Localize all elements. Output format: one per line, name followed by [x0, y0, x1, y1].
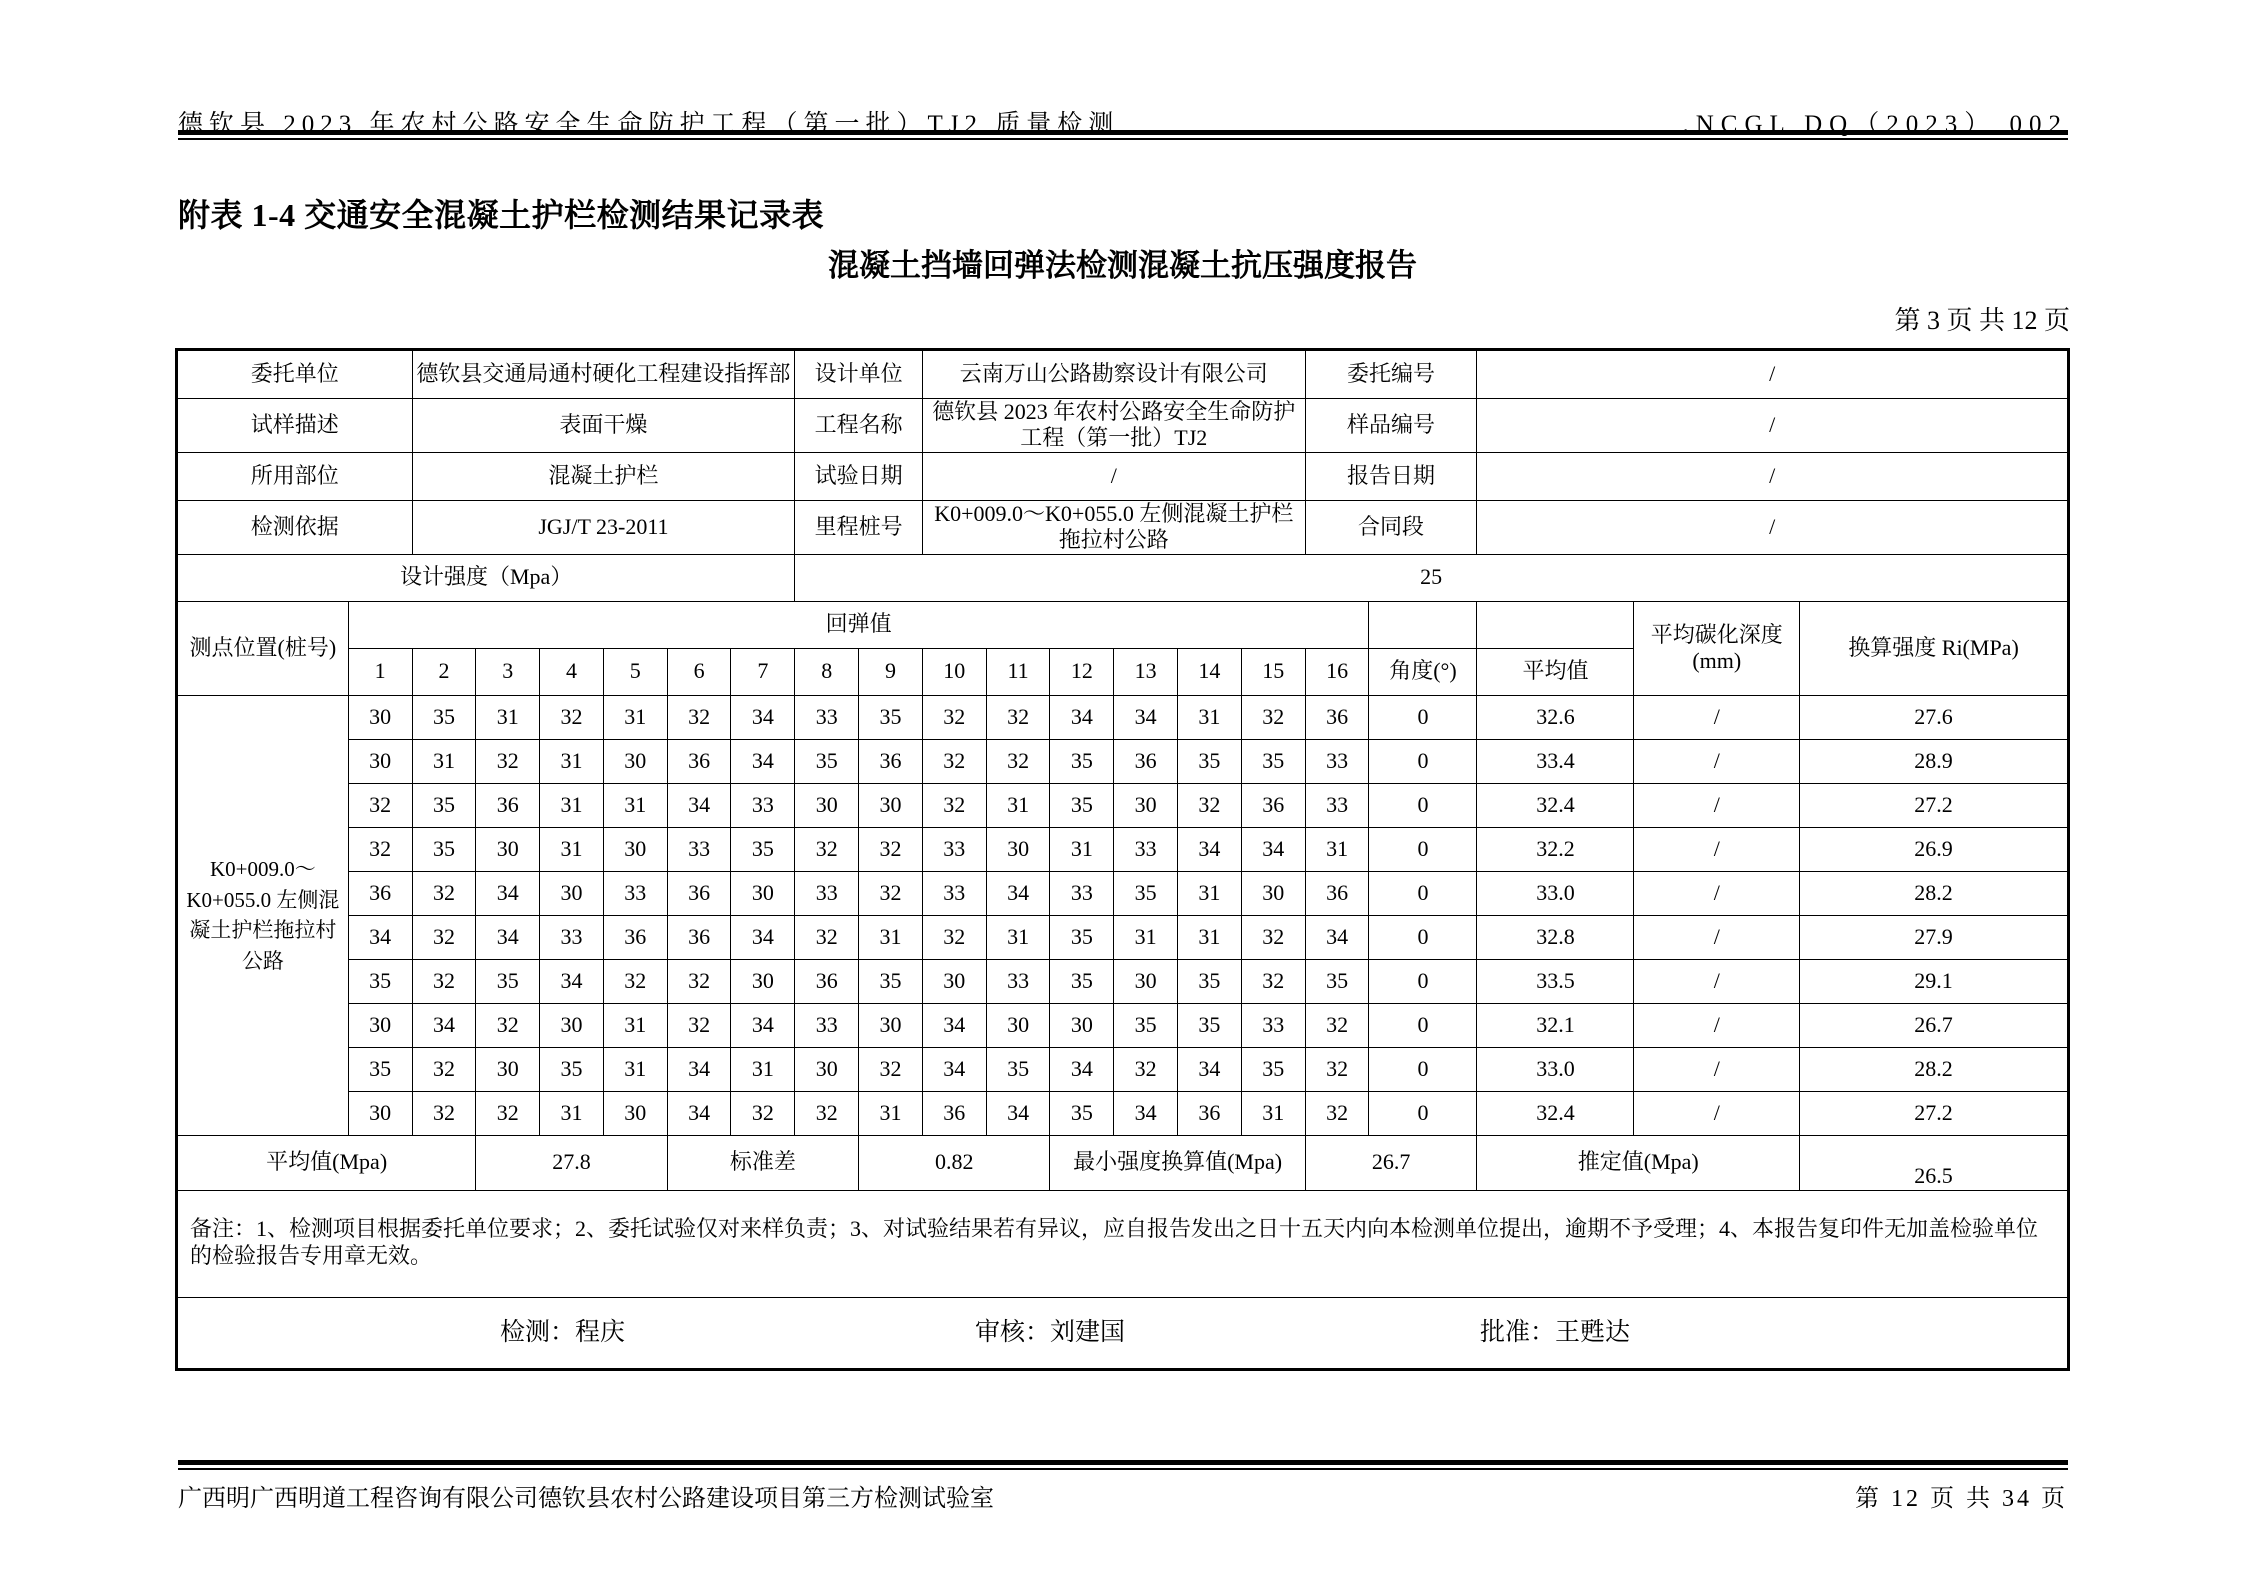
- cell-rebound-8: 33: [795, 695, 859, 739]
- cell-rebound-7: 34: [731, 739, 795, 783]
- value-project-name: 德钦县 2023 年农村公路安全生命防护工程（第一批）TJ2: [922, 399, 1305, 453]
- cell-rebound-3: 32: [476, 739, 540, 783]
- cell-average: 33.0: [1477, 1047, 1634, 1091]
- cell-rebound-2: 32: [412, 871, 476, 915]
- cell-rebound-11: 31: [986, 783, 1050, 827]
- header-rebound-9: 9: [859, 648, 923, 695]
- info-row-3: [177, 452, 2069, 500]
- cell-rebound-1: 30: [348, 739, 412, 783]
- value-min-converted: 26.7: [1305, 1135, 1477, 1190]
- cell-rebound-12: 31: [1050, 827, 1114, 871]
- cell-rebound-15: 33: [1241, 1003, 1305, 1047]
- cell-rebound-11: 34: [986, 1091, 1050, 1135]
- running-footer-left: 广西明广西明道工程咨询有限公司德钦县农村公路建设项目第三方检测试验室: [178, 1486, 994, 1512]
- header-rebound-7: 7: [731, 648, 795, 695]
- cell-rebound-10: 32: [922, 739, 986, 783]
- value-std-dev: 0.82: [859, 1135, 1050, 1190]
- label-min-converted: 最小强度换算值(Mpa): [1050, 1135, 1305, 1190]
- cell-rebound-3: 32: [476, 1003, 540, 1047]
- cell-rebound-11: 34: [986, 871, 1050, 915]
- label-project-name: 工程名称: [795, 399, 923, 453]
- cell-rebound-9: 32: [859, 871, 923, 915]
- table-row: [177, 1003, 2069, 1047]
- running-footer-right: 第 12 页 共 34 页: [1855, 1486, 2068, 1512]
- cell-rebound-7: 34: [731, 1003, 795, 1047]
- cell-rebound-11: 31: [986, 915, 1050, 959]
- label-commission-no: 委托编号: [1305, 350, 1477, 399]
- cell-rebound-13: 36: [1114, 739, 1178, 783]
- cell-rebound-4: 34: [540, 959, 604, 1003]
- signature-row: [177, 1297, 2069, 1369]
- label-design-strength: 设计强度（Mpa）: [177, 554, 795, 601]
- cell-rebound-6: 32: [667, 959, 731, 1003]
- header-rebound-15: 15: [1241, 648, 1305, 695]
- header-rebound-group: 回弹值: [348, 601, 1369, 648]
- cell-rebound-15: 31: [1241, 1091, 1305, 1135]
- cell-rebound-10: 30: [922, 959, 986, 1003]
- cell-rebound-8: 32: [795, 827, 859, 871]
- value-commission-no: /: [1477, 350, 2069, 399]
- cell-rebound-14: 35: [1178, 959, 1242, 1003]
- cell-rebound-15: 36: [1241, 783, 1305, 827]
- cell-rebound-6: 36: [667, 739, 731, 783]
- table-row: [177, 959, 2069, 1003]
- cell-rebound-5: 30: [603, 827, 667, 871]
- cell-carbonation: /: [1634, 827, 1800, 871]
- header-rebound-5: 5: [603, 648, 667, 695]
- header-rebound-1: 1: [348, 648, 412, 695]
- table-row: [177, 871, 2069, 915]
- cell-rebound-2: 35: [412, 827, 476, 871]
- cell-rebound-16: 33: [1305, 739, 1369, 783]
- value-test-date: /: [922, 452, 1305, 500]
- cell-converted: 26.7: [1800, 1003, 2069, 1047]
- cell-rebound-5: 31: [603, 1003, 667, 1047]
- table-row: [177, 1091, 2069, 1135]
- cell-average: 32.1: [1477, 1003, 1634, 1047]
- header-rebound-6: 6: [667, 648, 731, 695]
- page-subtitle: 混凝土挡墙回弹法检测混凝土抗压强度报告: [828, 248, 1417, 283]
- value-sample-desc: 表面干燥: [412, 399, 795, 453]
- cell-carbonation: /: [1634, 1047, 1800, 1091]
- cell-rebound-8: 30: [795, 1047, 859, 1091]
- header-rebound-13: 13: [1114, 648, 1178, 695]
- cell-rebound-4: 30: [540, 1003, 604, 1047]
- cell-angle: 0: [1369, 1047, 1477, 1091]
- cell-rebound-15: 35: [1241, 739, 1305, 783]
- cell-rebound-6: 36: [667, 915, 731, 959]
- cell-average: 33.5: [1477, 959, 1634, 1003]
- cell-rebound-7: 33: [731, 783, 795, 827]
- value-report-date: /: [1477, 452, 2069, 500]
- cell-rebound-12: 35: [1050, 959, 1114, 1003]
- cell-rebound-3: 36: [476, 783, 540, 827]
- signature-approver: 批准：王甦达: [1480, 1318, 1631, 1346]
- cell-rebound-15: 34: [1241, 827, 1305, 871]
- cell-carbonation: /: [1634, 1003, 1800, 1047]
- cell-rebound-14: 34: [1178, 827, 1242, 871]
- cell-rebound-16: 34: [1305, 915, 1369, 959]
- cell-rebound-2: 35: [412, 783, 476, 827]
- cell-rebound-6: 32: [667, 695, 731, 739]
- design-strength-row: [177, 554, 2069, 601]
- signature-tester: 检测：程庆: [500, 1318, 626, 1346]
- cell-rebound-14: 35: [1178, 1003, 1242, 1047]
- header-rebound-3: 3: [476, 648, 540, 695]
- cell-converted: 27.6: [1800, 695, 2069, 739]
- cell-rebound-9: 31: [859, 915, 923, 959]
- cell-carbonation: /: [1634, 695, 1800, 739]
- cell-rebound-15: 30: [1241, 871, 1305, 915]
- cell-rebound-13: 33: [1114, 827, 1178, 871]
- cell-rebound-3: 35: [476, 959, 540, 1003]
- cell-angle: 0: [1369, 739, 1477, 783]
- info-row-4: [177, 500, 2069, 554]
- cell-rebound-4: 35: [540, 1047, 604, 1091]
- cell-rebound-12: 35: [1050, 783, 1114, 827]
- cell-rebound-8: 32: [795, 1091, 859, 1135]
- cell-rebound-12: 30: [1050, 1003, 1114, 1047]
- cell-rebound-11: 32: [986, 695, 1050, 739]
- cell-rebound-6: 34: [667, 783, 731, 827]
- cell-rebound-12: 35: [1050, 915, 1114, 959]
- cell-average: 32.4: [1477, 783, 1634, 827]
- signature-reviewer: 审核：刘建国: [975, 1318, 1126, 1346]
- cell-rebound-5: 32: [603, 959, 667, 1003]
- cell-carbonation: /: [1634, 871, 1800, 915]
- cell-rebound-10: 33: [922, 827, 986, 871]
- label-test-date: 试验日期: [795, 452, 923, 500]
- cell-converted: 28.2: [1800, 871, 2069, 915]
- cell-rebound-15: 35: [1241, 1047, 1305, 1091]
- cell-rebound-4: 31: [540, 1091, 604, 1135]
- cell-rebound-14: 32: [1178, 783, 1242, 827]
- cell-rebound-8: 33: [795, 871, 859, 915]
- cell-converted: 29.1: [1800, 959, 2069, 1003]
- cell-rebound-8: 36: [795, 959, 859, 1003]
- cell-rebound-7: 32: [731, 1091, 795, 1135]
- header-location: 测点位置(桩号): [177, 601, 349, 695]
- cell-rebound-3: 32: [476, 1091, 540, 1135]
- table-row: [177, 915, 2069, 959]
- cell-rebound-3: 34: [476, 915, 540, 959]
- cell-rebound-3: 30: [476, 827, 540, 871]
- value-designer: 云南万山公路勘察设计有限公司: [922, 350, 1305, 399]
- cell-rebound-11: 32: [986, 739, 1050, 783]
- cell-average: 32.8: [1477, 915, 1634, 959]
- cell-rebound-15: 32: [1241, 959, 1305, 1003]
- label-report-date: 报告日期: [1305, 452, 1477, 500]
- cell-rebound-1: 30: [348, 1091, 412, 1135]
- signature-cell: [177, 1297, 2069, 1369]
- cell-rebound-2: 31: [412, 739, 476, 783]
- cell-rebound-1: 34: [348, 915, 412, 959]
- cell-rebound-6: 36: [667, 871, 731, 915]
- cell-rebound-10: 32: [922, 695, 986, 739]
- cell-rebound-9: 32: [859, 827, 923, 871]
- cell-converted: 27.2: [1800, 1091, 2069, 1135]
- cell-converted: 26.9: [1800, 827, 2069, 871]
- cell-rebound-16: 32: [1305, 1047, 1369, 1091]
- cell-rebound-1: 35: [348, 1047, 412, 1091]
- cell-rebound-12: 35: [1050, 1091, 1114, 1135]
- cell-angle: 0: [1369, 915, 1477, 959]
- cell-converted: 28.9: [1800, 739, 2069, 783]
- cell-rebound-3: 31: [476, 695, 540, 739]
- cell-rebound-8: 33: [795, 1003, 859, 1047]
- value-estimated: 26.5: [1800, 1135, 2069, 1190]
- cell-rebound-11: 30: [986, 1003, 1050, 1047]
- table-row: [177, 739, 2069, 783]
- header-rebound-12: 12: [1050, 648, 1114, 695]
- cell-rebound-7: 34: [731, 915, 795, 959]
- cell-rebound-13: 30: [1114, 959, 1178, 1003]
- cell-rebound-3: 34: [476, 871, 540, 915]
- value-part-used: 混凝土护栏: [412, 452, 795, 500]
- cell-rebound-10: 34: [922, 1047, 986, 1091]
- header-converted-strength: 换算强度 Ri(MPa): [1800, 601, 2069, 695]
- cell-rebound-16: 36: [1305, 695, 1369, 739]
- cell-carbonation: /: [1634, 959, 1800, 1003]
- cell-rebound-2: 34: [412, 1003, 476, 1047]
- header-angle: 角度(°): [1369, 648, 1477, 695]
- cell-converted: 28.2: [1800, 1047, 2069, 1091]
- header-rebound-8: 8: [795, 648, 859, 695]
- cell-rebound-9: 36: [859, 739, 923, 783]
- cell-rebound-2: 32: [412, 1047, 476, 1091]
- label-sample-no: 样品编号: [1305, 399, 1477, 453]
- cell-average: 33.0: [1477, 871, 1634, 915]
- cell-rebound-16: 32: [1305, 1003, 1369, 1047]
- cell-rebound-13: 35: [1114, 1003, 1178, 1047]
- cell-rebound-10: 33: [922, 871, 986, 915]
- cell-rebound-5: 31: [603, 695, 667, 739]
- value-average-mpa: 27.8: [476, 1135, 667, 1190]
- cell-rebound-7: 35: [731, 827, 795, 871]
- running-header-left: 德钦县 2023 年农村公路安全生命防护工程（第一批）TJ2 质量检测: [178, 111, 1120, 138]
- page-indicator: 第 3 页 共 12 页: [1894, 306, 2070, 335]
- value-design-strength: 25: [795, 554, 2069, 601]
- cell-converted: 27.9: [1800, 915, 2069, 959]
- cell-rebound-9: 30: [859, 1003, 923, 1047]
- header-divider: [178, 130, 2068, 140]
- cell-rebound-7: 34: [731, 695, 795, 739]
- note-row: [177, 1190, 2069, 1297]
- cell-rebound-6: 34: [667, 1091, 731, 1135]
- cell-rebound-16: 32: [1305, 1091, 1369, 1135]
- cell-rebound-14: 36: [1178, 1091, 1242, 1135]
- cell-rebound-14: 34: [1178, 1047, 1242, 1091]
- cell-rebound-4: 32: [540, 695, 604, 739]
- footer-divider: [178, 1460, 2068, 1470]
- cell-rebound-16: 36: [1305, 871, 1369, 915]
- cell-rebound-16: 33: [1305, 783, 1369, 827]
- cell-rebound-13: 34: [1114, 695, 1178, 739]
- value-client: 德钦县交通局通村硬化工程建设指挥部: [412, 350, 795, 399]
- cell-carbonation: /: [1634, 1091, 1800, 1135]
- cell-rebound-11: 30: [986, 827, 1050, 871]
- cell-converted: 27.2: [1800, 783, 2069, 827]
- cell-rebound-7: 31: [731, 1047, 795, 1091]
- label-part-used: 所用部位: [177, 452, 413, 500]
- cell-rebound-14: 31: [1178, 871, 1242, 915]
- header-rebound-2: 2: [412, 648, 476, 695]
- cell-rebound-5: 36: [603, 915, 667, 959]
- cell-rebound-10: 34: [922, 1003, 986, 1047]
- cell-rebound-4: 31: [540, 827, 604, 871]
- label-stake-no: 里程桩号: [795, 500, 923, 554]
- report-table: [175, 348, 2070, 1371]
- cell-rebound-10: 36: [922, 1091, 986, 1135]
- cell-carbonation: /: [1634, 915, 1800, 959]
- label-std-dev: 标准差: [667, 1135, 858, 1190]
- cell-rebound-13: 34: [1114, 1091, 1178, 1135]
- cell-rebound-14: 31: [1178, 695, 1242, 739]
- cell-rebound-2: 32: [412, 915, 476, 959]
- cell-rebound-5: 30: [603, 739, 667, 783]
- cell-rebound-13: 35: [1114, 871, 1178, 915]
- cell-rebound-1: 35: [348, 959, 412, 1003]
- cell-angle: 0: [1369, 959, 1477, 1003]
- cell-angle: 0: [1369, 1091, 1477, 1135]
- cell-rebound-4: 31: [540, 739, 604, 783]
- cell-rebound-2: 32: [412, 959, 476, 1003]
- table-row: [177, 1047, 2069, 1091]
- cell-rebound-10: 32: [922, 915, 986, 959]
- cell-rebound-9: 32: [859, 1047, 923, 1091]
- value-test-basis: JGJ/T 23-2011: [412, 500, 795, 554]
- cell-rebound-13: 30: [1114, 783, 1178, 827]
- table-row: [177, 695, 2069, 739]
- cell-rebound-6: 33: [667, 827, 731, 871]
- cell-rebound-9: 35: [859, 959, 923, 1003]
- cell-rebound-12: 33: [1050, 871, 1114, 915]
- cell-rebound-12: 34: [1050, 695, 1114, 739]
- cell-rebound-15: 32: [1241, 915, 1305, 959]
- cell-location: K0+009.0～K0+055.0 左侧混凝土护栏拖拉村公路: [177, 695, 349, 1135]
- cell-average: 32.4: [1477, 1091, 1634, 1135]
- cell-rebound-11: 35: [986, 1047, 1050, 1091]
- cell-rebound-4: 33: [540, 915, 604, 959]
- cell-rebound-1: 36: [348, 871, 412, 915]
- cell-rebound-12: 35: [1050, 739, 1114, 783]
- header-rebound-14: 14: [1178, 648, 1242, 695]
- cell-rebound-10: 32: [922, 783, 986, 827]
- label-estimated: 推定值(Mpa): [1477, 1135, 1800, 1190]
- cell-rebound-5: 31: [603, 1047, 667, 1091]
- value-sample-no: /: [1477, 399, 2069, 453]
- info-row-1: [177, 350, 2069, 399]
- note-text: 备注：1、检测项目根据委托单位要求；2、委托试验仅对来样负责；3、对试验结果若有异议，应自报告发出之日十五天内向本检测单位提出，逾期不予受理；4、本报告复印件无加盖检验单位的检验报告专用章无效。: [177, 1190, 2069, 1297]
- cell-rebound-4: 31: [540, 783, 604, 827]
- cell-rebound-2: 35: [412, 695, 476, 739]
- cell-rebound-1: 30: [348, 695, 412, 739]
- label-contract-section: 合同段: [1305, 500, 1477, 554]
- cell-rebound-9: 30: [859, 783, 923, 827]
- cell-rebound-8: 35: [795, 739, 859, 783]
- header-rebound-16: 16: [1305, 648, 1369, 695]
- header-carbonation: 平均碳化深度(mm): [1634, 601, 1800, 695]
- label-sample-desc: 试样描述: [177, 399, 413, 453]
- cell-rebound-2: 32: [412, 1091, 476, 1135]
- cell-rebound-3: 30: [476, 1047, 540, 1091]
- label-average-mpa: 平均值(Mpa): [177, 1135, 476, 1190]
- cell-rebound-11: 33: [986, 959, 1050, 1003]
- cell-rebound-7: 30: [731, 959, 795, 1003]
- cell-average: 33.4: [1477, 739, 1634, 783]
- cell-rebound-1: 32: [348, 827, 412, 871]
- cell-rebound-6: 34: [667, 1047, 731, 1091]
- cell-rebound-13: 31: [1114, 915, 1178, 959]
- cell-angle: 0: [1369, 695, 1477, 739]
- label-designer: 设计单位: [795, 350, 923, 399]
- cell-rebound-16: 31: [1305, 827, 1369, 871]
- cell-rebound-8: 32: [795, 915, 859, 959]
- cell-angle: 0: [1369, 871, 1477, 915]
- value-stake-no: K0+009.0～K0+055.0 左侧混凝土护栏拖拉村公路: [922, 500, 1305, 554]
- cell-angle: 0: [1369, 783, 1477, 827]
- cell-rebound-13: 32: [1114, 1047, 1178, 1091]
- table-header-group-row: [177, 601, 2069, 648]
- header-rebound-11: 11: [986, 648, 1050, 695]
- table-row: [177, 783, 2069, 827]
- cell-angle: 0: [1369, 827, 1477, 871]
- cell-rebound-9: 31: [859, 1091, 923, 1135]
- cell-rebound-5: 33: [603, 871, 667, 915]
- running-footer: [178, 1478, 2068, 1513]
- cell-rebound-5: 31: [603, 783, 667, 827]
- cell-rebound-1: 30: [348, 1003, 412, 1047]
- cell-average: 32.6: [1477, 695, 1634, 739]
- table-row: [177, 827, 2069, 871]
- cell-rebound-7: 30: [731, 871, 795, 915]
- header-rebound-4: 4: [540, 648, 604, 695]
- cell-rebound-8: 30: [795, 783, 859, 827]
- cell-rebound-12: 34: [1050, 1047, 1114, 1091]
- cell-carbonation: /: [1634, 783, 1800, 827]
- cell-angle: 0: [1369, 1003, 1477, 1047]
- cell-rebound-5: 30: [603, 1091, 667, 1135]
- header-average: 平均值: [1477, 648, 1634, 695]
- cell-average: 32.2: [1477, 827, 1634, 871]
- cell-rebound-14: 35: [1178, 739, 1242, 783]
- cell-rebound-16: 35: [1305, 959, 1369, 1003]
- cell-rebound-14: 31: [1178, 915, 1242, 959]
- label-client: 委托单位: [177, 350, 413, 399]
- cell-rebound-4: 30: [540, 871, 604, 915]
- cell-rebound-15: 32: [1241, 695, 1305, 739]
- page-title: 附表 1-4 交通安全混凝土护栏检测结果记录表: [178, 197, 825, 233]
- cell-rebound-6: 32: [667, 1003, 731, 1047]
- cell-rebound-1: 32: [348, 783, 412, 827]
- summary-row: [177, 1135, 2069, 1190]
- running-header-right: .NCGL DQ（2023） 002: [1682, 111, 2068, 138]
- header-rebound-10: 10: [922, 648, 986, 695]
- label-test-basis: 检测依据: [177, 500, 413, 554]
- cell-rebound-9: 35: [859, 695, 923, 739]
- value-contract-section: /: [1477, 500, 2069, 554]
- cell-carbonation: /: [1634, 739, 1800, 783]
- info-row-2: [177, 399, 2069, 453]
